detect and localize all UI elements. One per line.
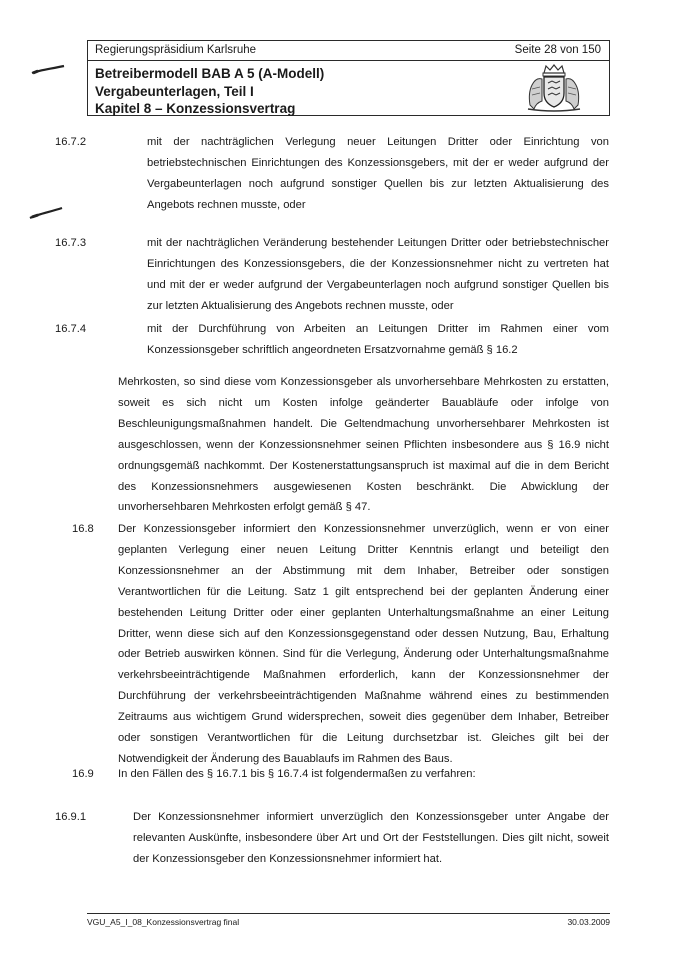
header-titles <box>95 65 324 118</box>
section-number: 16.7.2 <box>55 136 87 148</box>
section-text: In den Fällen des § 16.7.1 bis § 16.7.4 ist folgendermaßen zu verfahren: <box>118 768 476 780</box>
header-title-line1: Betreibermodell BAB A 5 (A-Modell) <box>95 66 325 81</box>
section-text: Der Konzessionsgeber informiert den Konzessionsnehmer unverzüglich, wenn er von einer geplanten Verlegung einer neuen Leitung Dritter Kenntnis erlangt und beteiligt den Konzessionsnehmer an der Abstimmung mit dem Inhaber, Betreiber oder sonstigen Verantwortlichen für die Leitung. Satz 1 gilt entsprechend bei der geplanten Änderung einer bestehenden Leitung Dritter oder einer geplanten Unterhaltungsmaßnahme an einer Leitung Dritter, wenn diese sich auf den Konzessionsgegenstand oder dessen Nutzung, Bau, Erhaltung oder Betrieb auswirken können. Sind für die Verlegung, Änderung oder Unterhaltungsmaßnahme verkehrsbeeinträchtigende Maßnahmen erforderlich, kann der Konzessionsnehmer der Durchführung der verkehrsbeeinträchtigenden Maßnahme während eines zu bestimmenden Zeitraums aus wichtigem Grund widersprechen, soweit dies gegenüber dem Inhaber, Betreiber oder sonstigen Verantwortlichen für die Leitung durchsetzbar ist. Gleiches gilt bei der Notwendigkeit der Änderung des Bauablaufs im Rahmen des Baus. <box>118 523 609 765</box>
scan-mark <box>30 64 66 76</box>
section-number: 16.9.1 <box>55 811 87 823</box>
section-text: Der Konzessionsnehmer informiert unverzüglich den Konzessionsgeber unter Angabe der relevanten Auskünfte, insbesondere über Art und Ort der Feststellungen. Dies gilt nicht, soweit der Konzessionsgeber den Konzessionsnehmer informiert hat. <box>133 811 609 865</box>
section-number: 16.8 <box>72 523 94 535</box>
body-paragraph: Mehrkosten, so sind diese vom Konzessionsgeber als unvorhersehbare Mehrkosten zu erstatten, soweit es sich nicht um Kosten infolge geänderter Bauabläufe oder infolge von Beschleunigungsmaßnahmen handelt. Die Geltendmachung unvorhersehbarer Mehrkosten ist ausgeschlossen, wenn der Konzessionsnehmer seinen Pflichten insbesondere aus § 16.9 nicht ordnungsgemäß nachkommt. Der Kostenerstattungsanspruch ist maximal auf die in dem Bericht des Konzessionsnehmers ausgewiesenen Kosten beschränkt. Die Abwicklung der unvorhersehbaren Mehrkosten erfolgt gemäß § 47. <box>118 376 609 514</box>
section-number: 16.9 <box>72 768 94 780</box>
header-title-line3: Kapitel 8 – Konzessionsvertrag <box>95 101 296 116</box>
section-number: 16.7.3 <box>55 237 87 249</box>
section-text: mit der nachträglichen Verlegung neuer Leitungen Dritter oder Einrichtung von betriebstechnischen Einrichtungen des Konzessionsgebers, mit der er weder aufgrund der Vergabeunterlagen noch aufgrund sonstiger Quellen bis zur letzten Aktualisierung des Angebots rechnen musste, oder <box>147 136 609 211</box>
section-text: mit der nachträglichen Veränderung bestehender Leitungen Dritter oder betriebstechnischer Einrichtungen des Konzessionsgebers, die der Konzessionsnehmer nicht zu vertreten hat und mit der er weder aufgrund der Vergabeunterlagen noch aufgrund sonstiger Quellen bis zur letzten Aktualisierung des Angebots rechnen musste, oder <box>147 237 609 312</box>
header-topline <box>88 41 609 61</box>
scan-mark <box>28 205 64 221</box>
page-number: Seite 28 von 150 <box>514 44 601 56</box>
section-number: 16.7.4 <box>55 323 87 335</box>
header-title-line2: Vergabeunterlagen, Teil I <box>95 83 254 99</box>
authority-name: Regierungspräsidium Karlsruhe <box>95 44 257 56</box>
footer-date: 30.03.2009 <box>567 917 610 927</box>
document-header <box>87 40 610 116</box>
section-text: mit der Durchführung von Arbeiten an Leitungen Dritter im Rahmen einer vom Konzessionsgeber schriftlich angeordneten Ersatzvornahme gemäß § 16.2 <box>147 323 609 356</box>
coat-of-arms-icon <box>522 63 586 113</box>
document-footer <box>87 913 610 927</box>
footer-filename: VGU_A5_I_08_Konzessionsvertrag final <box>87 917 240 927</box>
